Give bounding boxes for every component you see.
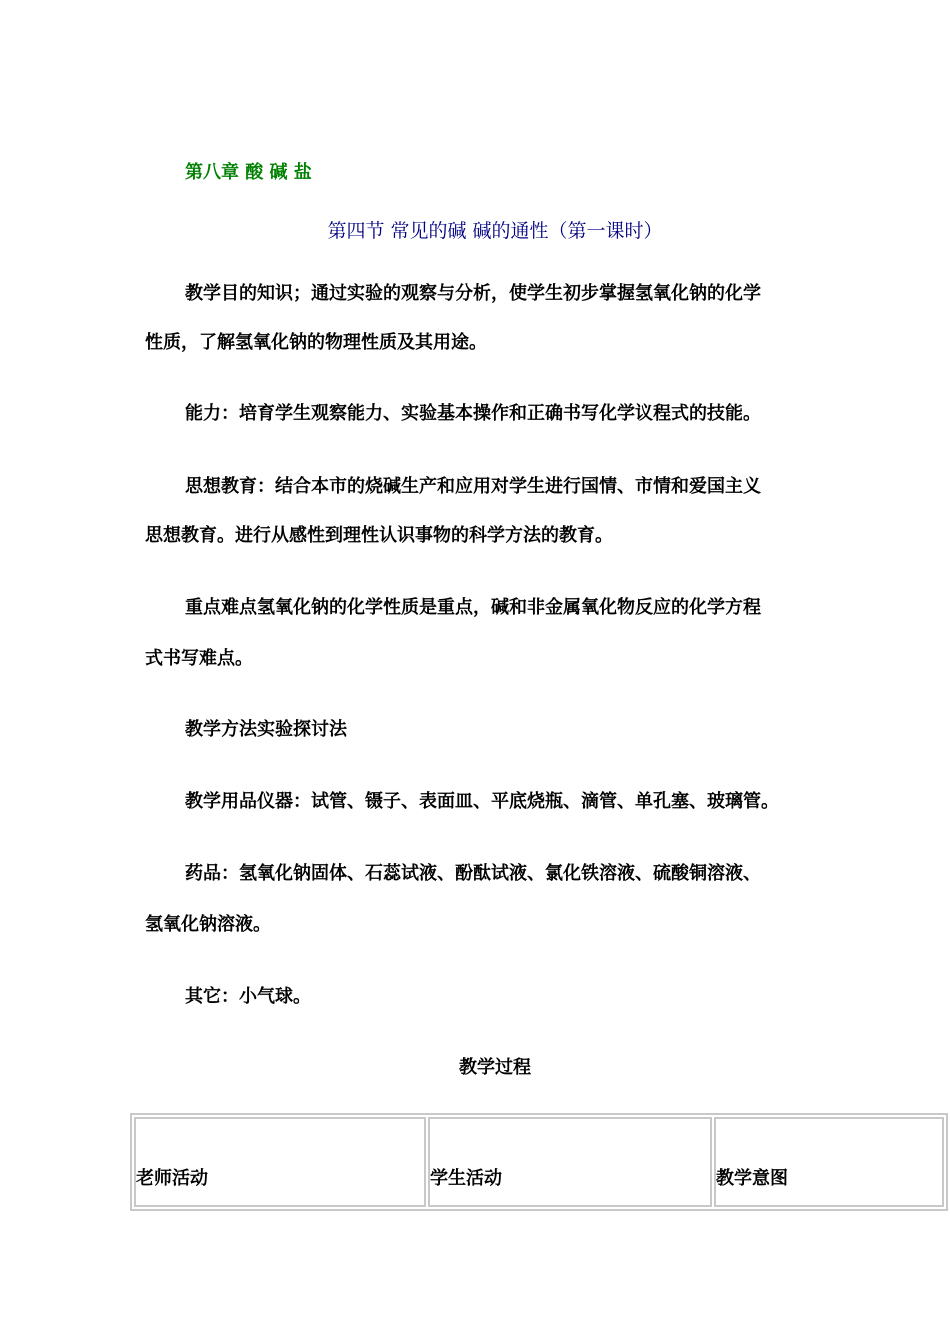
objective-ideology-line-2: 思想教育。进行从感性到理性认识事物的科学方法的教育。 [145,525,613,546]
objective-ideology-line-1: 思想教育：结合本市的烧碱生产和应用对学生进行国情、市情和爱国主义 [185,476,761,497]
chapter-title: 第八章 酸 碱 盐 [185,162,312,183]
section-title: 第四节 常见的碱 碱的通性（第一课时） [327,220,663,242]
process-heading: 教学过程 [459,1057,531,1078]
other-items: 其它：小气球。 [185,986,311,1007]
key-points-line-2: 式书写难点。 [145,648,253,669]
teaching-process-table [130,1113,948,1211]
teaching-method: 教学方法实验探讨法 [185,719,347,740]
table-header-intent: 教学意图 [714,1117,944,1207]
objective-knowledge-line-1: 教学目的知识；通过实验的观察与分析，使学生初步掌握氢氧化钠的化学 [185,283,761,304]
chemicals-line-1: 药品：氢氧化钠固体、石蕊试液、酚酞试液、氯化铁溶液、硫酸铜溶液、 [185,863,761,884]
chemicals-line-2: 氢氧化钠溶液。 [145,914,271,935]
teaching-instruments: 教学用品仪器：试管、镊子、表面皿、平底烧瓶、滴管、单孔塞、玻璃管。 [185,791,779,812]
table-header-row [134,1117,944,1207]
objective-knowledge-line-2: 性质，了解氢氧化钠的物理性质及其用途。 [145,332,487,353]
table-header-teacher: 老师活动 [134,1117,426,1207]
table-header-student: 学生活动 [428,1117,712,1207]
key-points-line-1: 重点难点氢氧化钠的化学性质是重点，碱和非金属氧化物反应的化学方程 [185,597,761,618]
objective-ability: 能力：培育学生观察能力、实验基本操作和正确书写化学议程式的技能。 [185,403,761,424]
